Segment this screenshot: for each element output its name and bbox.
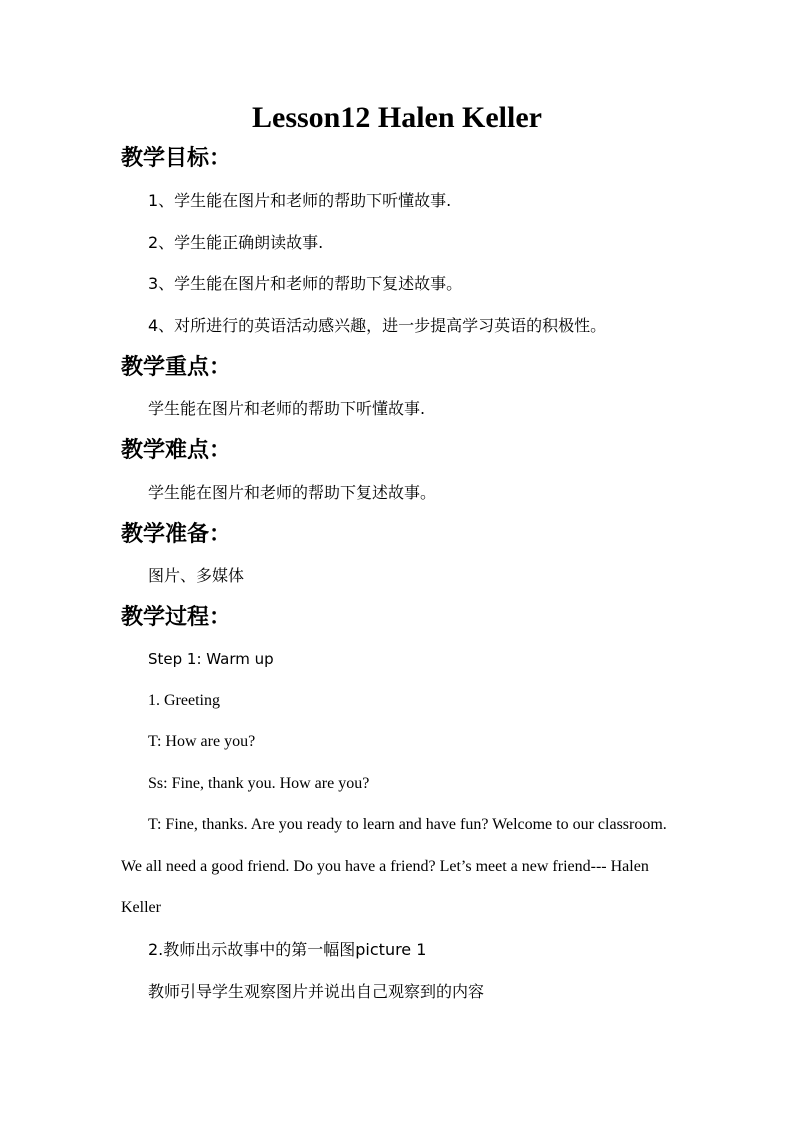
key-points-text: 学生能在图片和老师的帮助下听懂故事. bbox=[148, 399, 426, 418]
difficulties-heading: 教学难点： bbox=[121, 438, 232, 463]
difficulties-text: 学生能在图片和老师的帮助下复述故事。 bbox=[148, 483, 437, 502]
process-item-2: 2.教师出示故事中的第一幅图picture 1 bbox=[148, 940, 427, 959]
dialogue-line-students: Ss: Fine, thank you. How are you? bbox=[148, 775, 370, 792]
step-1-label: Step 1: Warm up bbox=[148, 650, 274, 668]
preparation-heading: 教学准备： bbox=[121, 522, 232, 547]
process-heading: 教学过程： bbox=[121, 605, 232, 630]
objective-item-2: 2、学生能正确朗读故事. bbox=[148, 233, 324, 252]
key-points-heading: 教学重点： bbox=[121, 355, 232, 380]
preparation-text: 图片、多媒体 bbox=[148, 566, 245, 585]
objectives-heading: 教学目标： bbox=[121, 146, 232, 171]
greeting-label: 1. Greeting bbox=[148, 692, 220, 709]
dialogue-line-teacher-1: T: How are you? bbox=[148, 733, 256, 750]
process-item-2-description: 教师引导学生观察图片并说出自己观察到的内容 bbox=[148, 982, 485, 1001]
objective-item-4: 4、对所进行的英语活动感兴趣，进一步提高学习英语的积极性。 bbox=[148, 316, 607, 335]
objective-item-3: 3、学生能在图片和老师的帮助下复述故事。 bbox=[148, 274, 463, 293]
objective-item-1: 1、学生能在图片和老师的帮助下听懂故事. bbox=[148, 191, 452, 210]
dialogue-line-teacher-2: T: Fine, thanks. Are you ready to learn and have fun? Welcome to our classroom. We all need a good friend. Do you have a friend? Let’s meet a new friend--- Halen Keller bbox=[121, 816, 667, 916]
page-title: Lesson12 Halen Keller bbox=[252, 101, 542, 134]
